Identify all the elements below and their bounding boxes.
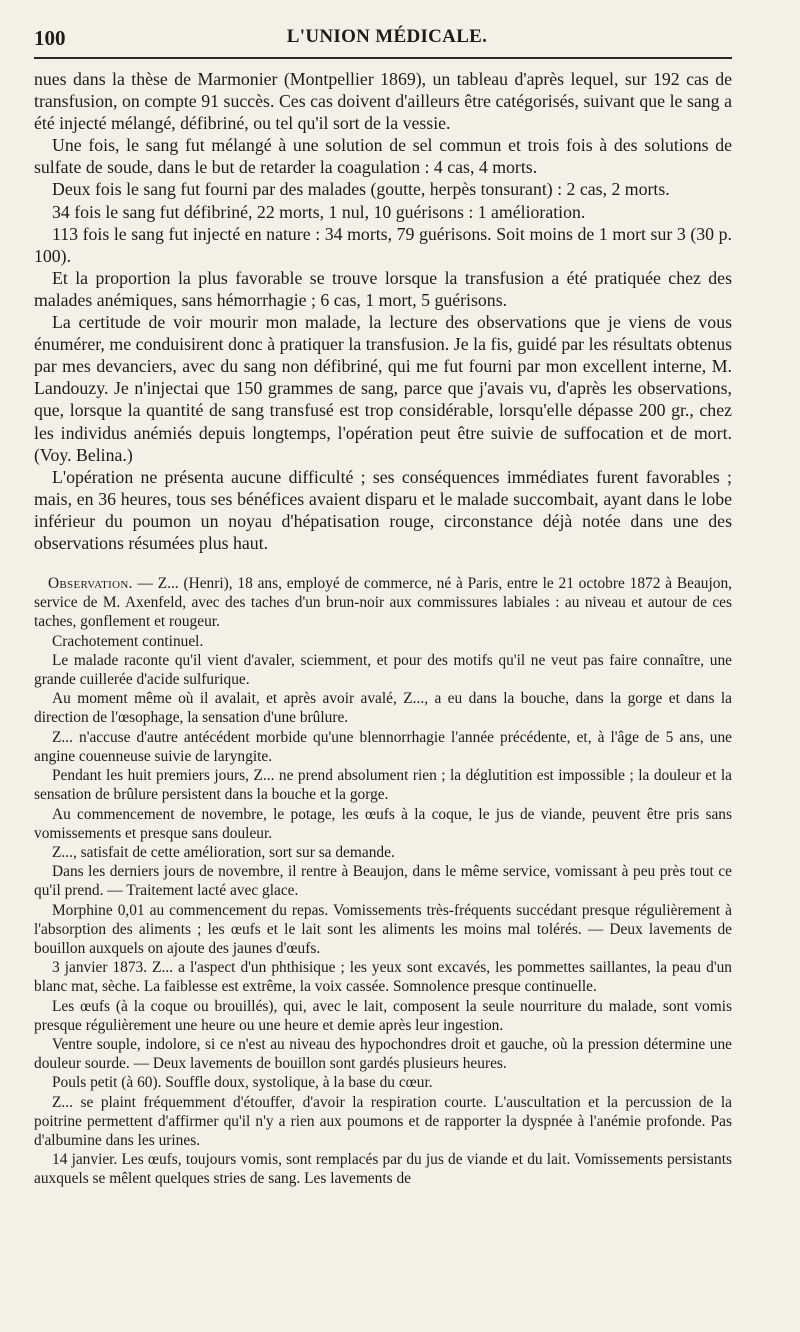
body-paragraph: Deux fois le sang fut fourni par des malades (goutte, herpès tonsurant) : 2 cas, 2 morts. (52, 179, 670, 200)
observation-paragraph: Les œufs (à la coque ou brouillés), qui, avec le lait, composent la seule nourriture du malade, sont vomis presque régulièrement une heure ou une heure et demie après leur ingestion. (34, 997, 732, 1034)
body-paragraph: nues dans la thèse de Marmonier (Montpellier 1869), un tableau d'après lequel, sur 192 cas de transfusion, on compte 91 succès. Ces cas doivent d'ailleurs être catégorisés, suivant que le sang a été injecté mélangé, défibriné, ou tel qu'il sort de la vessie. (34, 69, 732, 134)
observation-intro: — Z... (Henri), 18 ans, employé de commerce, né à Paris, entre le 21 octobre 1872 à Beaujon, service de M. Axenfeld, avec des taches d'un brun-noir aux commissures labiales : au niveau et autour de ces taches, gonflement et rougeur. (34, 575, 732, 631)
observation-paragraph: Pouls petit (à 60). Souffle doux, systolique, à la base du cœur. (52, 1074, 433, 1092)
observation-paragraph: Ventre souple, indolore, si ce n'est au niveau des hypochondres droit et gauche, où la pression détermine une douleur sourde. — Deux lavements de bouillon sont gardés plusieurs heures. (34, 1035, 732, 1073)
observation-paragraph: Morphine 0,01 au commencement du repas. Vomissements très-fréquents succédant presque régulièrement à l'absorption des aliments ; les œufs et le lait sont les aliments les moins mal tolérés. — Deux lavements de bouillon auxquels on ajoute des jaunes d'œufs. (34, 901, 732, 957)
observation-paragraph: Z..., satisfait de cette amélioration, sort sur sa demande. (52, 843, 395, 861)
observation-paragraph: 3 janvier 1873. Z... a l'aspect d'un phthisique ; les yeux sont excavés, les pommettes saillantes, la peau d'un blanc mat, sèche. La faiblesse est extrême, la voix cassée. Somnolence presque continuelle. (34, 959, 732, 996)
body-paragraph: 113 fois le sang fut injecté en nature : 34 morts, 79 guérisons. Soit moins de 1 mort sur 3 (30 p. 100). (34, 223, 732, 266)
discussion-section (34, 68, 732, 554)
observation-section (34, 574, 732, 1189)
article-body (34, 68, 732, 1189)
observation-paragraph: Z... n'accuse d'autre antécédent morbide qu'une blennorrhagie l'année précédente, et, à l'âge de 5 ans, une angine couenneuse suivie de laryngite. (34, 728, 732, 765)
body-paragraph: La certitude de voir mourir mon malade, la lecture des observations que je viens de vous énumérer, me conduisirent donc à pratiquer la transfusion. Je la fis, guidé par les résultats obtenus par mes devanciers, avec du sang non défibriné, qui me fut fourni par mon excellent interne, M. Landouzy. Je n'injectai que 150 grammes de sang, parce que j'avais vu, d'après les observations, que, lorsque la quantité de sang transfusé est trop considérable, lorsqu'elle dépasse 200 gr., chez les individus anémiés depuis longtemps, l'opération peut être suivie de suffocation et de mort. (Voy. Belina.) (34, 312, 732, 465)
journal-title: L'UNION MÉDICALE. (286, 26, 488, 47)
observation-paragraph: Dans les derniers jours de novembre, il rentre à Beaujon, dans le même service, vomissant à peu près tout ce qu'il prend. — Traitement lacté avec glace. (34, 863, 732, 900)
observation-paragraph: Crachotement continuel. (52, 632, 204, 650)
body-paragraph: Et la proportion la plus favorable se trouve lorsque la transfusion a été pratiquée chez des malades anémiques, sans hémorrhagie ; 6 cas, 1 mort, 5 guérisons. (34, 267, 732, 310)
observation-paragraph: Au moment même où il avalait, et après avoir avalé, Z..., a eu dans la bouche, dans la gorge et dans la direction de l'œsophage, la sensation d'une brûlure. (34, 690, 732, 727)
observation-paragraph: 14 janvier. Les œufs, toujours vomis, sont remplacés par du jus de viande et du lait. Vomissements persistants auxquels se mêlent quelques stries de sang. Les lavements de (34, 1151, 732, 1188)
body-paragraph: L'opération ne présenta aucune difficulté ; ses conséquences immédiates furent favorables ; mais, en 36 heures, tous ses bénéfices avaient disparu et le malade succombait, ayant dans le lobe inférieur du poumon un noyau d'hépatisation rouge, circonstance déjà notée dans une des observations résumées plus haut. (34, 466, 732, 553)
header-rule (34, 57, 732, 59)
observation-paragraph: Z... se plaint fréquemment d'étouffer, d'avoir la respiration courte. L'auscultation et la percussion de la poitrine permettent d'affirmer qu'il n'y a rien aux poumons et de rapporter la dyspnée à l'anémie profonde. Pas d'albumine dans les urines. (34, 1093, 732, 1149)
observation-paragraph: Au commencement de novembre, le potage, les œufs à la coque, le jus de viande, peuvent être pris sans vomissements et presque sans douleur. (34, 805, 732, 842)
observation-paragraph: Le malade raconte qu'il vient d'avaler, sciemment, et pour des motifs qu'il ne veut pas faire connaître, une grande cuillerée d'acide sulfurique. (34, 651, 732, 689)
body-paragraph: Une fois, le sang fut mélangé à une solution de sel commun et trois fois à des solutions de sulfate de soude, dans le but de retarder la coagulation : 4 cas, 4 morts. (34, 135, 732, 178)
observation-label: Observation. (48, 575, 133, 593)
page-number: 100 (34, 26, 66, 50)
observation-paragraph: Pendant les huit premiers jours, Z... ne prend absolument rien ; la déglutition est impossible ; la douleur et la sensation de brûlure persistent dans la bouche et la gorge. (34, 767, 732, 804)
observation-heading-paragraph (34, 574, 732, 632)
running-header (34, 22, 740, 52)
body-paragraph: 34 fois le sang fut défibriné, 22 morts, 1 nul, 10 guérisons : 1 amélioration. (52, 201, 586, 222)
